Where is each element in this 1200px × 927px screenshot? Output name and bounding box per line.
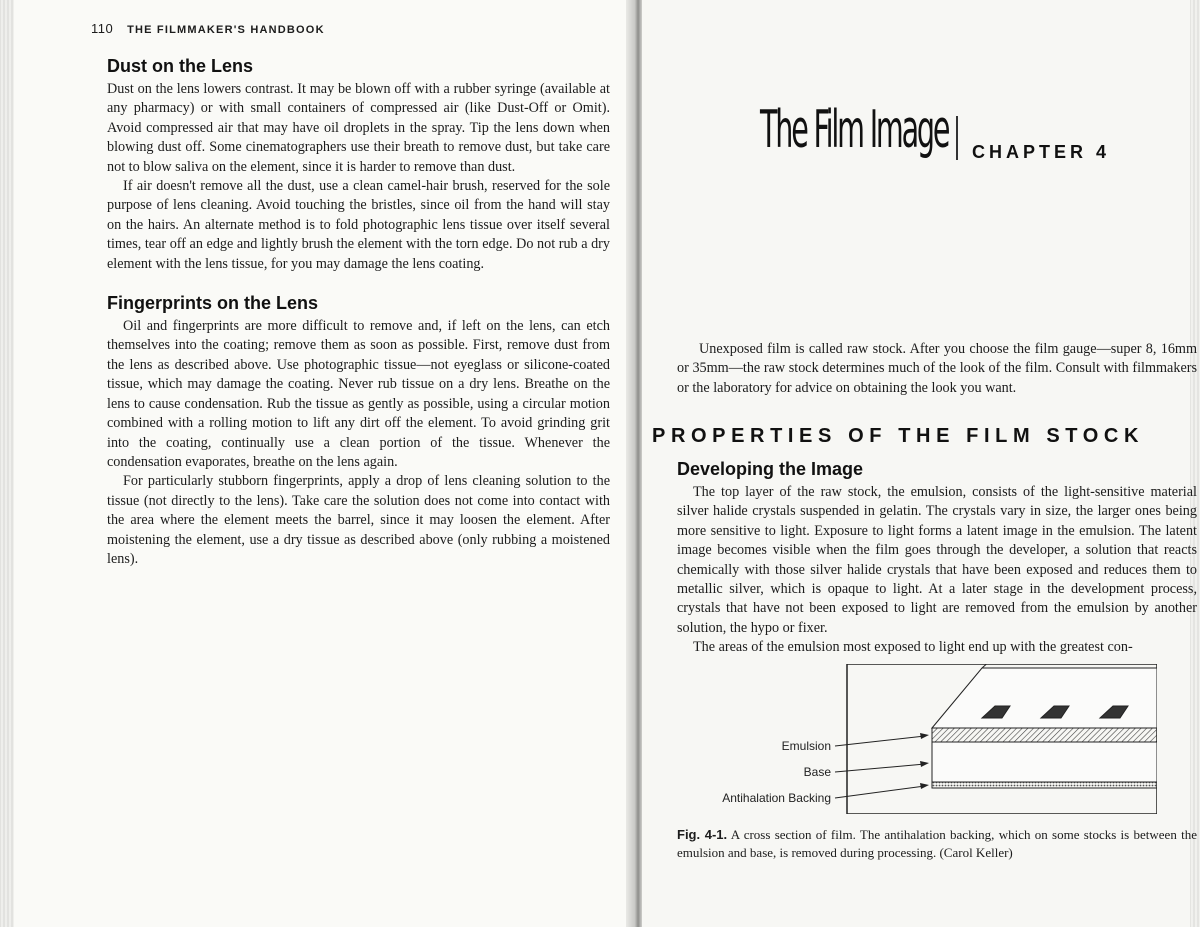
figure-caption-text: A cross section of film. The antihalation backing, which on some stocks is between the emulsion and base, is removed during processing. (Carol Keller) <box>677 827 1197 860</box>
running-head-title: THE FILMMAKER'S HANDBOOK <box>127 24 325 36</box>
label-base: Base <box>803 765 831 779</box>
figure-caption <box>677 826 1197 862</box>
film-surface <box>932 668 1157 728</box>
paragraph: Oil and fingerprints are more difficult to remove and, if left on the lens, can etch themselves into the coating; remove them as soon as possible. First, remove dust from the lens as described above. Use photographic tissue—not eyeglass or silicone-coated tissue, which may damage the coating. Never rub tissue on a dry lens. Breathe on the lens to cause condensation. Rub the tissue as gently as possible, using a circular motion combined with a rolling motion to lift any dirt off the element. To avoid grinding grit into the coating, continually use a clean portion of the tissue. Whenever the condensation evaporates, breathe on the lens again. <box>107 318 610 470</box>
paragraph: The areas of the emulsion most exposed to light end up with the greatest con- <box>693 639 1133 656</box>
base-layer <box>932 742 1157 782</box>
chapter-label: CHAPTER 4 <box>972 142 1111 162</box>
intro-paragraph: Unexposed film is called raw stock. After you choose the film gauge—super 8, 16mm or 35mm—the raw stock determines much of the look of the film. Consult with filmmakers or the laboratory for advice on obtaining the look you want. <box>677 341 1197 396</box>
page-edge-left <box>0 0 14 927</box>
running-head <box>91 21 325 36</box>
arrow-base <box>835 764 925 772</box>
figure-caption-label: Fig. 4-1. <box>677 827 728 842</box>
left-column <box>107 56 610 569</box>
subsection-heading-developing: Developing the Image <box>677 459 864 479</box>
paragraph: If air doesn't remove all the dust, use a clean camel-hair brush, reserved for the sole purpose of lens cleaning. Avoid touching the bristles, since oil from the hand will stay on the hairs. An alternate method is to fold photographic lens tissue over itself several times, tear off an edge and lightly brush the element with the torn edge. Do not rub a dry element with the lens tissue, for you may damage the lens coating. <box>107 178 610 272</box>
paragraph: For particularly stubborn fingerprints, apply a drop of lens cleaning solution to the tissue (not directly to the lens). Take care the solution does not come into contact with the area where the element meets the barrel, since it may loosen the element. After moistening the element, use a dry tissue as described above (only rubbing a moistened lens). <box>107 473 610 567</box>
arrow-emulsion <box>835 736 925 746</box>
section-heading-properties: PROPERTIES OF THE FILM STOCK <box>652 425 1145 447</box>
film-cross-section-diagram <box>707 664 1157 814</box>
antihalation-layer <box>932 782 1157 788</box>
section-heading-dust: Dust on the Lens <box>107 56 254 76</box>
arrow-antihalation <box>835 786 925 798</box>
page-number: 110 <box>91 21 114 36</box>
chapter-intro <box>677 340 1197 398</box>
paragraph: Dust on the lens lowers contrast. It may be blown off with a rubber syringe (available at any pharmacy) or with small containers of compressed air (like Dust-Off or Omit). Avoid compressed air that may have oil droplets in the spray. Tip the lens down when blowing dust off. Some cinematographers use their breath to remove dust, but take care not to blow saliva on the element, since it is harder to remove than dust. <box>107 81 610 175</box>
chapter-title: The Film Image <box>760 100 949 160</box>
chapter-divider <box>956 116 958 160</box>
paragraph: The top layer of the raw stock, the emulsion, consists of the light-sensitive material silver halide crystals suspended in gelatin. The crystals vary in size, the larger ones being more sensitive to light. Exposure to light forms a latent image in the emulsion. The latent image becomes visible when the film goes through the developer, a solution that reacts chemically with those silver halide crystals that have been exposed and reduces them to metallic silver, which is opaque to light. At a later stage in the development process, crystals that have not been exposed to light are removed from the emulsion by another solution, the hypo or fixer. <box>677 484 1197 636</box>
right-column <box>677 459 1197 658</box>
emulsion-layer <box>932 728 1157 742</box>
label-emulsion: Emulsion <box>781 739 831 753</box>
section-heading-fingerprints: Fingerprints on the Lens <box>107 293 319 314</box>
label-antihalation: Antihalation Backing <box>722 791 831 805</box>
